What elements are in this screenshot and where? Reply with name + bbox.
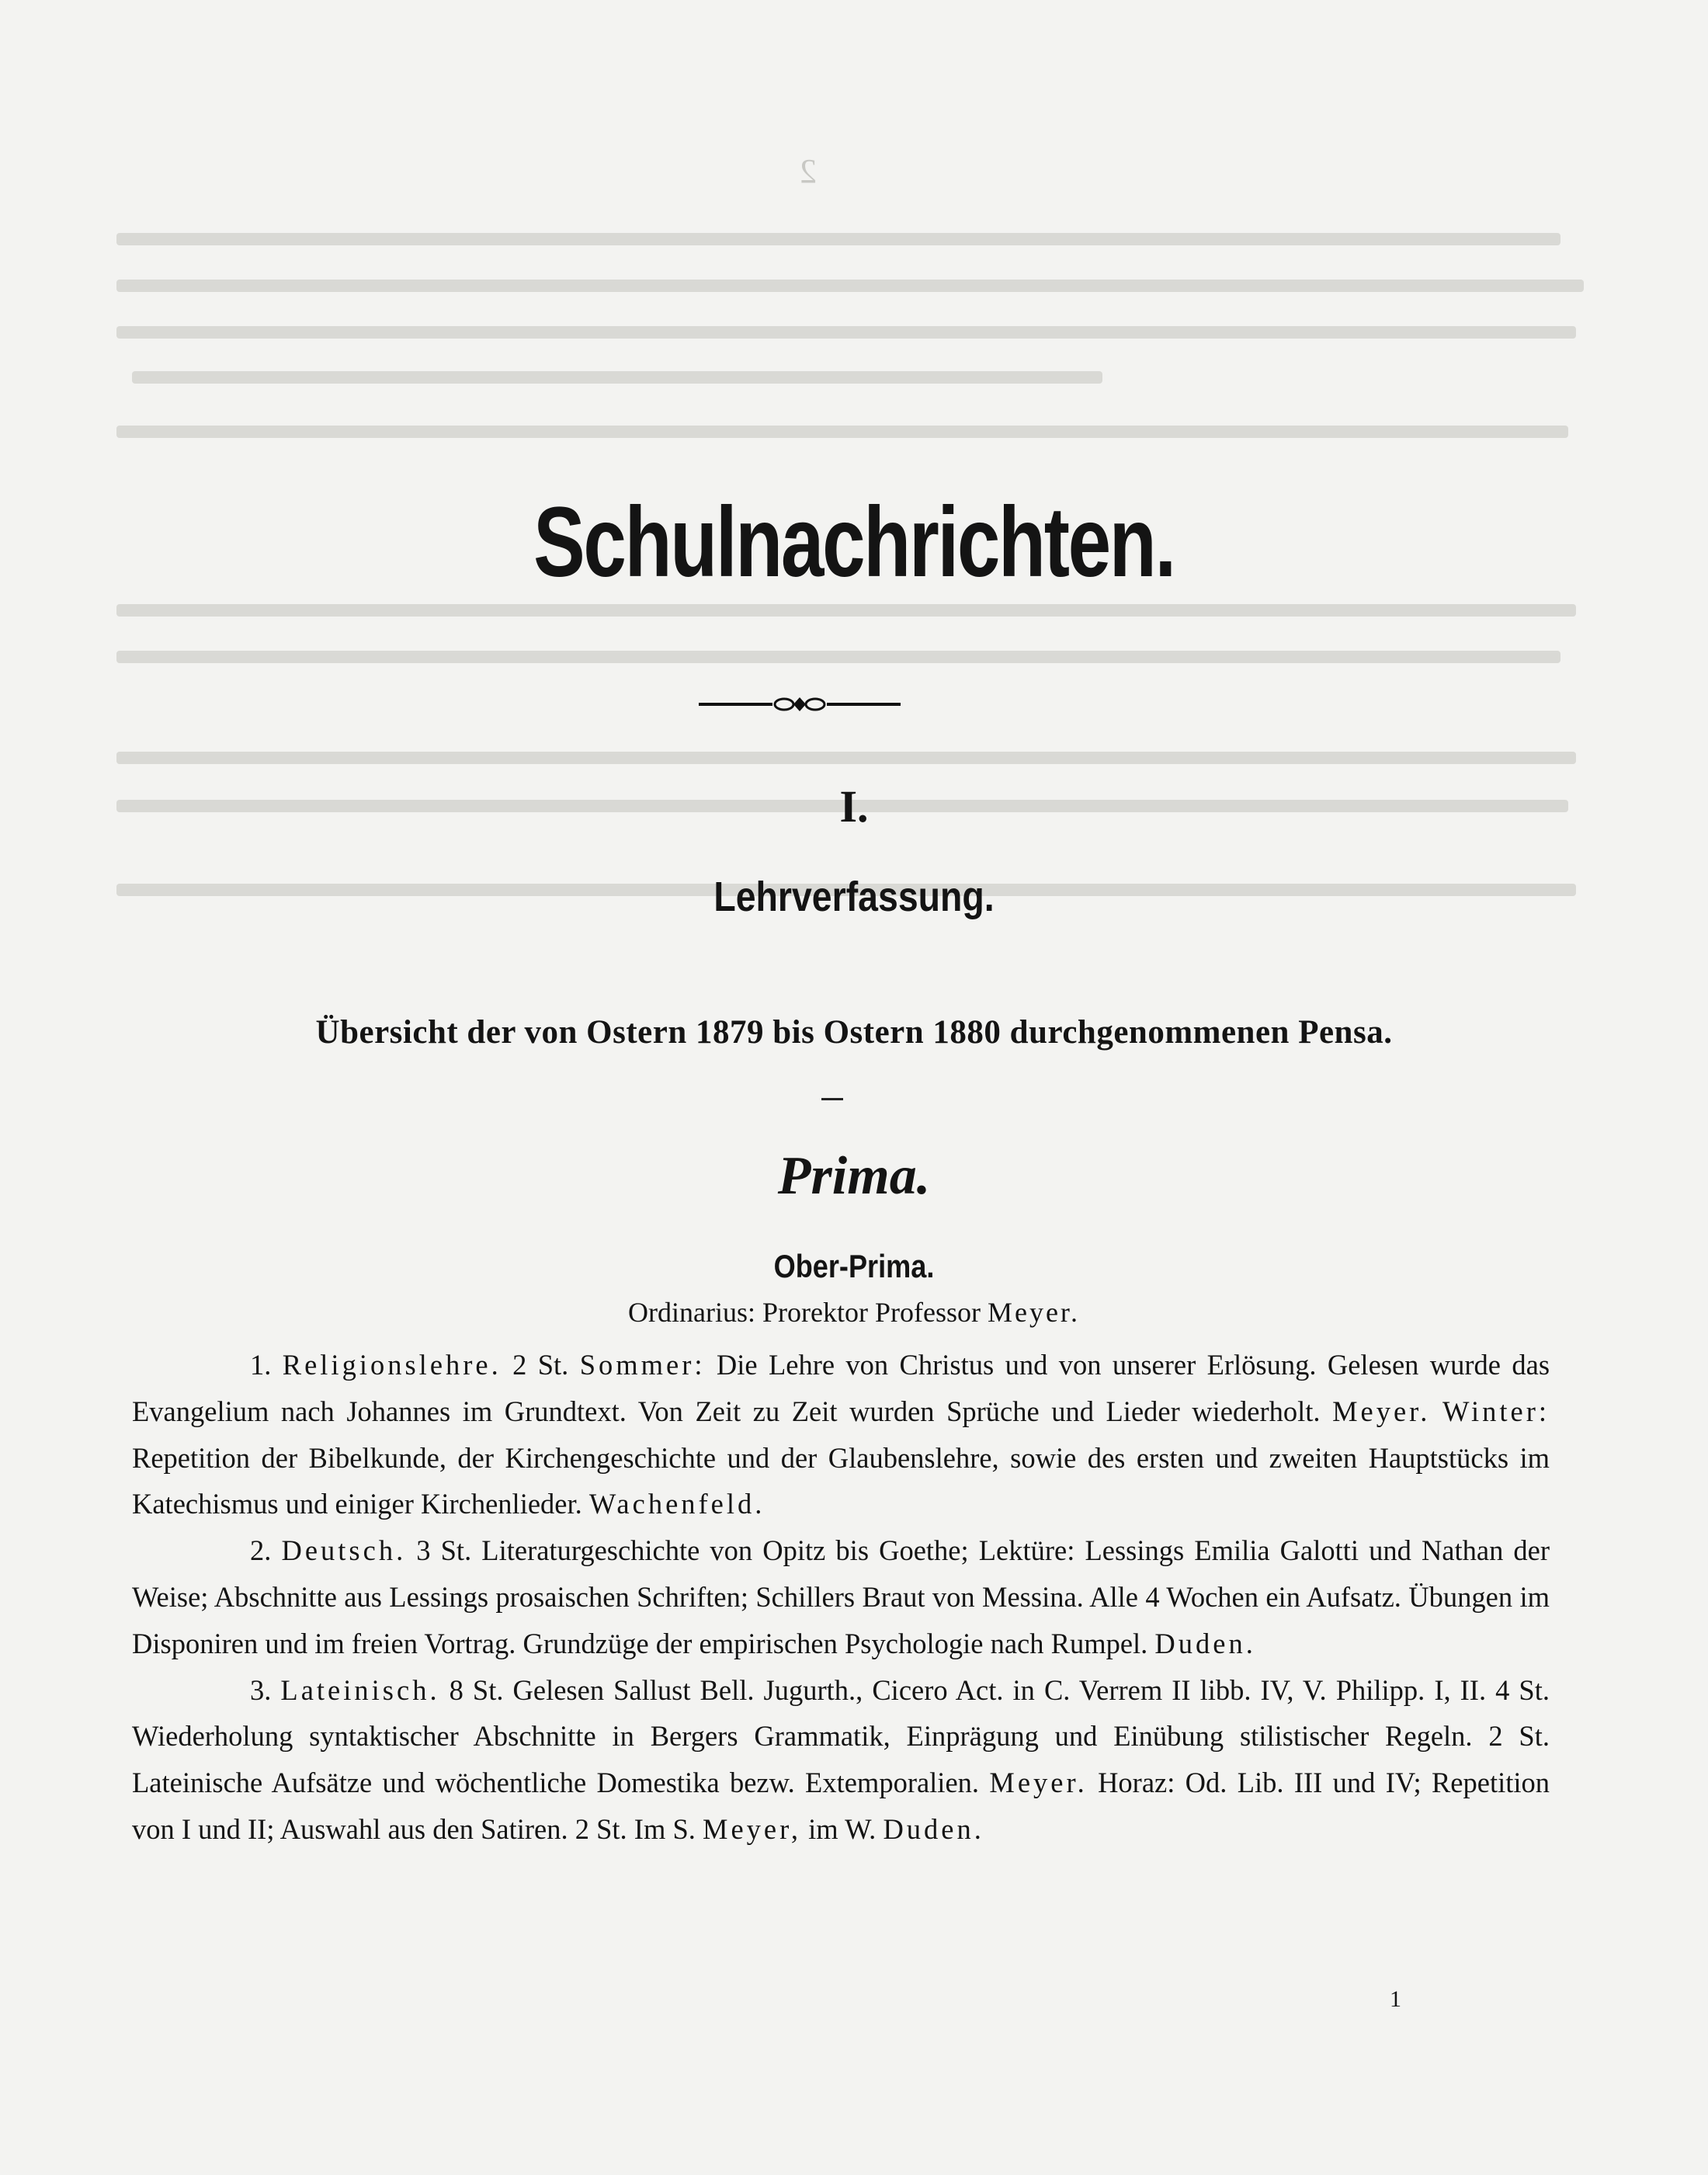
short-rule — [821, 1098, 843, 1100]
teacher-name: Meyer. — [1332, 1395, 1431, 1427]
subject-paragraph: 3. Lateinisch. 8 St. Gelesen Sallust Bell. Jugurth., Cicero Act. in C. Verrem II libb. IV, V. Philipp. I, II. 4 St. Wiederholung syntaktischer Abschnitte in Bergers Grammatik, Einprägung und Einübung stilistischer Regeln. 2 St. Lateinische Aufsätze und wöchentliche Domestika bezw. Extemporalien. Meyer. Horaz: Od. Lib. III und IV; Repetition von I und II; Auswahl aus den Satiren. 2 St. Im S. Meyer, im W. Duden. — [132, 1673, 1550, 1845]
subject-name: Deutsch. — [281, 1534, 407, 1567]
teacher-name: Meyer. — [989, 1767, 1088, 1799]
subject-text: Repetition der Bibelkunde, der Kirchengeschichte und der Glaubenslehre, sowie des ersten und zweiten Hauptstücks im Katechismus und einiger Kirchenlieder. — [132, 1441, 1550, 1520]
subject-hours: 8 St. — [449, 1673, 504, 1706]
subject-paragraph: 1. Religionslehre. 2 St. Sommer: Die Lehre von Christus und von unserer Erlösung. Gelesen wurde das Evangelium nach Johannes im Grundtext. Von Zeit zu Zeit wurden Sprüche und Lieder wiederholt. Meyer. Winter: Repetition der Bibelkunde, der Kirchengeschichte und der Glaubenslehre, sowie des ersten und zweiten Hauptstücks im Katechismus und einiger Kirchenlieder. Wachenfeld. — [132, 1349, 1550, 1520]
teacher-name: Duden. — [883, 1812, 984, 1845]
bleed-through-line — [116, 326, 1576, 339]
teacher-name: Meyer, — [703, 1812, 801, 1845]
teacher-name: Wachenfeld. — [588, 1488, 765, 1520]
ordinarius-label: Ordinarius: Prorektor Professor — [628, 1297, 981, 1328]
subject-name: Religionslehre. — [282, 1349, 502, 1381]
bleed-through-line — [116, 651, 1560, 663]
bleed-through-line — [116, 426, 1568, 438]
page-signature: 1 — [1390, 1986, 1401, 2012]
teacher-name: Duden. — [1154, 1627, 1256, 1659]
bleed-through-line — [116, 233, 1560, 245]
ordinarius-line — [0, 1298, 1708, 1326]
subject-paragraph: 2. Deutsch. 3 St. Literaturgeschichte von Opitz bis Goethe; Lektüre: Lessings Emilia Galotti und Nathan der Weise; Abschnitte aus Lessings prosaischen Schriften; Schillers Braut von Messina. Alle 4 Wochen ein Aufsatz. Übungen im Disponiren und im freien Vortrag. Grundzüge der empirischen Psychologie nach Rumpel. Duden. — [132, 1534, 1550, 1659]
subject-text: Literaturgeschichte von Opitz bis Goethe; Lektüre: Lessings Emilia Galotti und Nathan der Weise; Abschnitte aus Lessings prosaischen Schriften; Schillers Braut von Messina. Alle 4 Wochen ein Aufsatz. Übungen im Disponiren und im freien Vortrag. Grundzüge der empirischen Psychologie nach Rumpel. — [132, 1534, 1550, 1659]
subject-text: Die Lehre von Christus und von unserer Erlösung. Gelesen wurde das Evangelium nach Johannes im Grundtext. Von Zeit zu Zeit wurden Sprüche und Lieder wiederholt. — [132, 1349, 1550, 1427]
masthead-title: Schulnachrichten. — [533, 487, 1175, 598]
term-label: Sommer: — [579, 1349, 706, 1381]
bleed-through-line — [116, 752, 1576, 764]
ordinarius-name: Meyer. — [987, 1297, 1080, 1328]
subject-hours: 2 St. — [512, 1349, 569, 1381]
subject-name: Lateinisch. — [280, 1673, 440, 1706]
bleed-through-line — [116, 280, 1584, 292]
overview-heading: Übersicht der von Ostern 1879 bis Ostern 1880 durchgenommenen Pensa. — [315, 1014, 1393, 1051]
subject-text: im W. — [808, 1812, 877, 1845]
bleed-through-page-number: 2 — [800, 152, 817, 190]
bleed-through-line — [116, 604, 1576, 617]
bleed-through-line — [132, 371, 1102, 384]
subject-hours: 3 St. — [416, 1534, 472, 1567]
subject-text: Horaz: Od. Lib. III und IV; Repetition von I und II; Auswahl aus den Satiren. 2 St. Im S. — [132, 1767, 1550, 1845]
class-heading: Prima. — [777, 1146, 931, 1206]
ornament-divider-icon — [699, 693, 901, 716]
term-label: Winter: — [1442, 1395, 1550, 1427]
subject-text: Gelesen Sallust Bell. Jugurth., Cicero Act. in C. Verrem II libb. IV, V. Philipp. I, II. 4 St. Wiederholung syntaktischer Abschnitte in Bergers Grammatik, Einprägung und Einübung stilistischer Regeln. 2 St. Lateinische Aufsätze und wöchentliche Domestika bezw. Extemporalien. — [132, 1673, 1550, 1799]
subclass-heading: Ober-Prima. — [773, 1248, 935, 1284]
document-body — [132, 1342, 1550, 1853]
section-number: I. — [839, 781, 869, 832]
section-title: Lehrverfassung. — [713, 874, 995, 920]
